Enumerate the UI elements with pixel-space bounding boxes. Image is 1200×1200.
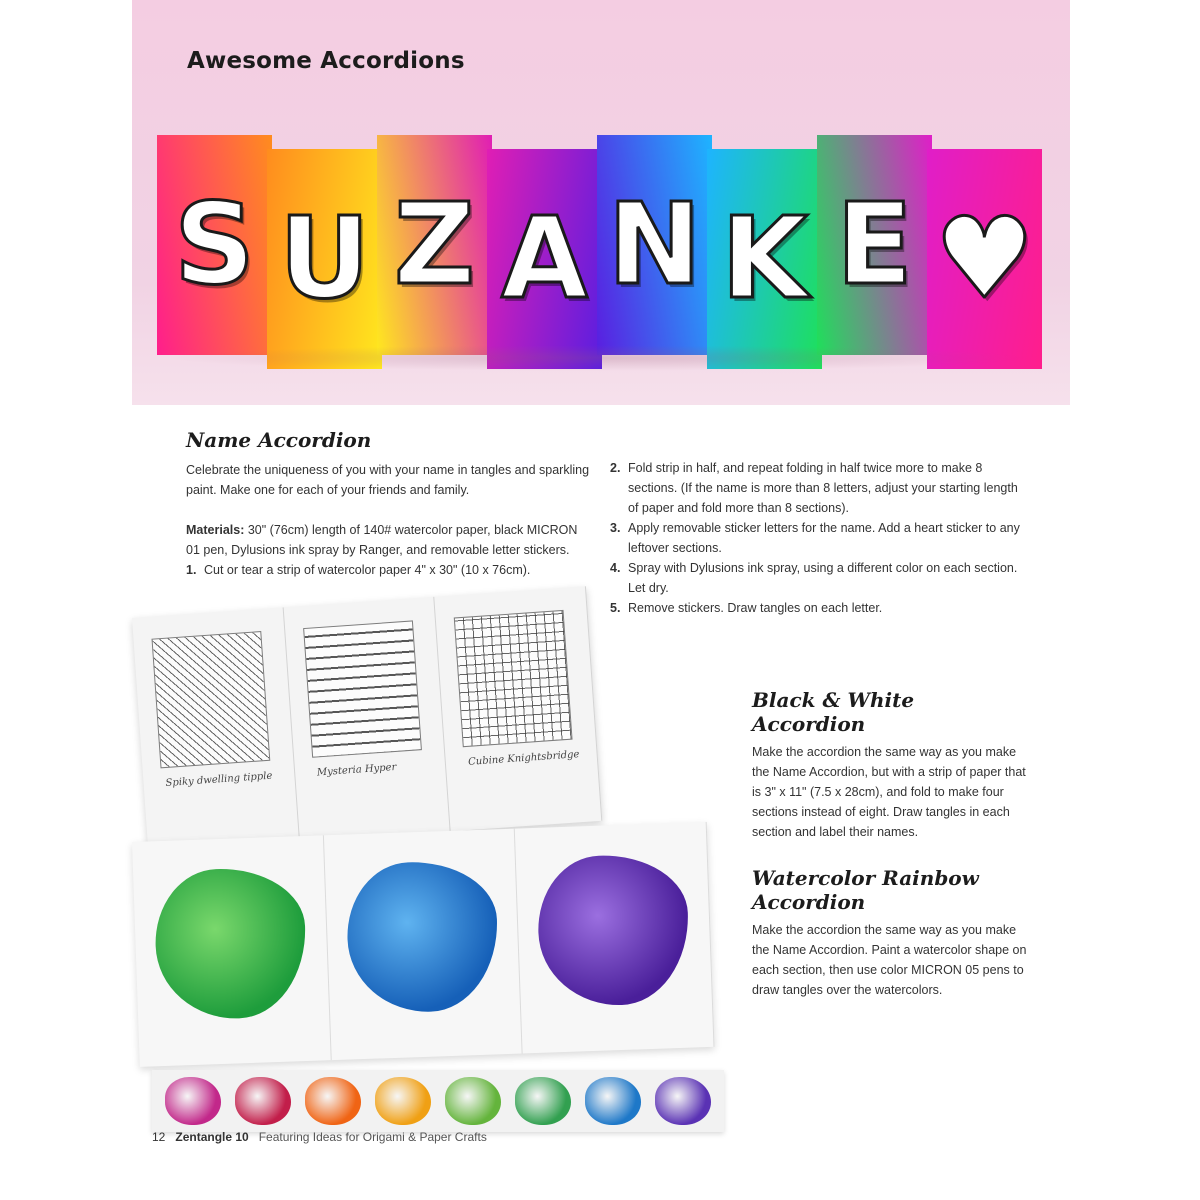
name-accordion-intro: Celebrate the uniqueness of you with your name in tangles and sparkling paint. Make one for each of your friends and family. xyxy=(186,463,590,497)
accordion-letter: U xyxy=(279,194,370,324)
watercolor-accordion-photo xyxy=(132,822,715,1067)
step-text: Fold strip in half, and repeat folding in half twice more to make 8 sections. (If the name is more than 8 letters, adjust your starting length of paper and fold more than 8 sections). xyxy=(628,461,1018,515)
accordion-letter: ♥ xyxy=(934,194,1035,324)
name-accordion-heading: Name Accordion xyxy=(186,428,372,452)
wc-section xyxy=(132,835,331,1067)
accordion-letter: Z xyxy=(393,180,476,310)
sidebar-projects xyxy=(752,688,1027,1000)
page-number: 12 xyxy=(152,1130,166,1144)
tangle-caption: Mysteria Hyper xyxy=(316,761,397,779)
accordion-panel xyxy=(487,149,602,369)
bw-section xyxy=(132,607,300,852)
mini-watercolor-swatch xyxy=(515,1077,571,1125)
step-1 xyxy=(186,560,594,580)
accordion-letter: N xyxy=(607,180,702,310)
wc-accordion-text: Make the accordion the same way as you make the Name Accordion. Paint a watercolor shape on each section, then use color MICRON 05 pens to draw tangles over the watercolors. xyxy=(752,923,1027,997)
accordion-panel xyxy=(707,149,822,369)
book-page xyxy=(132,0,1070,1200)
name-accordion-section xyxy=(186,428,594,580)
step-number: 3. xyxy=(610,521,621,535)
materials-text: 30" (76cm) length of 140# watercolor paper, black MICRON 01 pen, Dylusions ink spray by Ranger, and removable letter stickers. xyxy=(186,523,578,557)
step-number: 1. xyxy=(186,563,197,577)
blue-watercolor-shape xyxy=(345,859,500,1014)
step-text: Apply removable sticker letters for the name. Add a heart sticker to any leftover sections. xyxy=(628,521,1020,555)
accordion-shadow xyxy=(162,345,1032,371)
materials-paragraph xyxy=(186,520,594,560)
step-4 xyxy=(610,558,1030,598)
tangle-drawing xyxy=(303,620,422,757)
step-3 xyxy=(610,518,1030,558)
name-accordion-photo xyxy=(157,135,1037,360)
mini-watercolor-swatch xyxy=(305,1077,361,1125)
green-watercolor-shape xyxy=(153,866,308,1021)
book-subtitle: Featuring Ideas for Origami & Paper Crafts xyxy=(258,1130,487,1144)
wc-section xyxy=(515,822,714,1054)
tangle-caption: Spiky dwelling tipple xyxy=(165,770,273,790)
accordion-panel xyxy=(377,135,492,355)
accordion-panel xyxy=(157,135,272,355)
mini-watercolor-swatch xyxy=(165,1077,221,1125)
hero-photo xyxy=(132,0,1070,405)
tangle-caption: Cubine Knightsbridge xyxy=(467,749,580,768)
step-2 xyxy=(610,458,1030,518)
accordion-letter: S xyxy=(174,180,255,310)
book-title: Zentangle 10 xyxy=(175,1130,249,1144)
wc-section xyxy=(324,829,523,1061)
page-footer xyxy=(152,1130,487,1144)
bw-accordion-photo xyxy=(132,586,602,852)
wc-accordion-heading: Watercolor Rainbow Accordion xyxy=(752,866,979,914)
accordion-panel xyxy=(267,149,382,369)
mini-watercolor-swatch xyxy=(375,1077,431,1125)
mini-watercolor-swatch xyxy=(445,1077,501,1125)
mini-watercolor-swatch xyxy=(235,1077,291,1125)
bw-section xyxy=(283,597,451,842)
mini-rainbow-accordion xyxy=(152,1070,724,1132)
step-text: Cut or tear a strip of watercolor paper 4" x 30" (10 x 76cm). xyxy=(204,563,531,577)
bw-accordion-heading: Black & White Accordion xyxy=(752,688,915,736)
accordion-letter: K xyxy=(721,194,808,324)
bw-section xyxy=(435,586,603,831)
accordion-panel xyxy=(927,149,1042,369)
accordion-letter: A xyxy=(501,194,588,324)
step-5 xyxy=(610,598,1030,618)
materials-label: Materials: xyxy=(186,523,245,537)
accordion-panel xyxy=(817,135,932,355)
mini-watercolor-swatch xyxy=(585,1077,641,1125)
accordion-letter: E xyxy=(836,180,913,310)
step-text: Remove stickers. Draw tangles on each letter. xyxy=(628,601,883,615)
purple-watercolor-shape xyxy=(536,853,691,1008)
page-title: Awesome Accordions xyxy=(187,48,465,74)
tangle-drawing xyxy=(454,610,573,747)
accordion-panel xyxy=(597,135,712,355)
step-number: 5. xyxy=(610,601,621,615)
steps-column xyxy=(610,458,1030,618)
step-number: 2. xyxy=(610,461,621,475)
step-number: 4. xyxy=(610,561,621,575)
bw-accordion-text: Make the accordion the same way as you make the Name Accordion, but with a strip of paper that is 3" x 11" (7.5 x 28cm), and fold to make four sections instead of eight. Draw tangles in each section and label their names. xyxy=(752,745,1026,839)
step-text: Spray with Dylusions ink spray, using a different color on each section. Let dry. xyxy=(628,561,1018,595)
mini-watercolor-swatch xyxy=(655,1077,711,1125)
tangle-drawing xyxy=(151,631,270,768)
